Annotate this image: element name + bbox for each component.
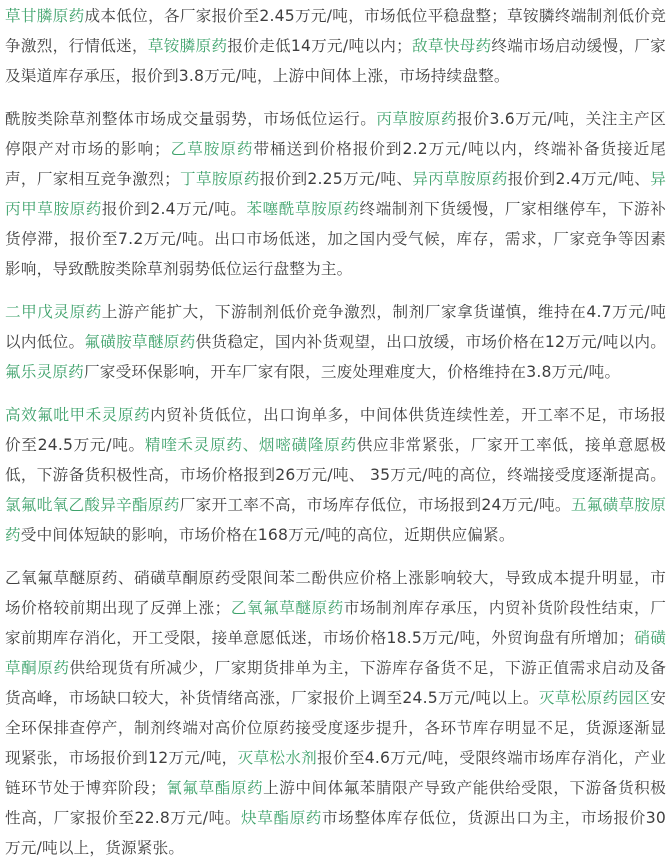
body-text: 报价到2.25万元/吨、 bbox=[259, 170, 413, 188]
product-keyword-link[interactable]: 异丙草胺原药 bbox=[412, 170, 508, 188]
product-keyword-link[interactable]: 乙氧氟草醚原药 bbox=[230, 599, 344, 617]
body-text: 内贸补货低位，出口询单多，中间体供货连续性差，开工率不足，市场报价至24.5万元/吨。 bbox=[5, 406, 666, 454]
body-text: 酰胺类除草剂整体市场成交量弱势，市场低位运行。 bbox=[5, 110, 377, 128]
body-text: 带桶送到价格报价到2.2万元/吨以内，终端补备货接近尾声，厂家相互竞争激烈； bbox=[5, 140, 666, 188]
product-keyword-link[interactable]: 草铵膦原药 bbox=[147, 37, 228, 55]
paragraph-1 bbox=[5, 1, 666, 91]
body-text: 厂家开工率不高，市场库存低位，市场报到24万元/吨。 bbox=[179, 496, 571, 514]
body-text: 市场制剂库存承压，内贸补货阶段性结束，厂家前期库存消化，开工受限，接单意愿低迷，市场价格18.5万元/吨，外贸询盘有所增加； bbox=[5, 599, 666, 647]
body-text: 报价3.6万元/吨，关注主产区停限产对市场的影响； bbox=[5, 110, 666, 158]
body-text: 报价到2.4万元/吨、 bbox=[507, 170, 651, 188]
body-text: 终端市场启动缓慢，厂家及渠道库存承压，报价到3.8万元/吨，上游中间体上涨，市场持续盘整。 bbox=[5, 37, 666, 85]
paragraph-2 bbox=[5, 104, 666, 284]
product-keyword-link[interactable]: 异丙甲草胺原药 bbox=[5, 170, 666, 218]
product-keyword-link[interactable]: 炔草酯原药 bbox=[241, 809, 322, 827]
paragraph-4 bbox=[5, 400, 666, 550]
body-text: 受中间体短缺的影响，市场价格在168万元/吨的高位，近期供应偏紧。 bbox=[20, 526, 515, 544]
product-keyword-link[interactable]: 氟乐灵原药 bbox=[5, 363, 84, 381]
body-text: 供应非常紧张，厂家开工率低，接单意愿极低，下游备货积极性高，市场价格报到26万元/吨、 35万元/吨的高位，终端接受度逐渐提高。 bbox=[5, 436, 666, 484]
body-text: 上游产能扩大，下游制剂低价竞争激烈，制剂厂家拿货谨慎，维持在4.7万元/吨以内低位。 bbox=[5, 303, 666, 351]
paragraph-5 bbox=[5, 563, 666, 863]
body-text: 乙氧氟草醚原药、硝磺草酮原药受限间苯二酚供应价格上涨影响较大，导致成本提升明显，市场价格较前期出现了反弹上涨； bbox=[5, 569, 666, 617]
body-text: 成本低位，各厂家报价至2.45万元/吨，市场低位平稳盘整；草铵膦终端制剂低价竞争激烈，行情低迷， bbox=[5, 7, 666, 55]
product-keyword-link[interactable]: 硝磺草酮原药 bbox=[5, 629, 666, 677]
paragraph-3 bbox=[5, 297, 666, 387]
body-text: 报价到2.4万元/吨。 bbox=[101, 200, 247, 218]
product-keyword-link[interactable]: 氯氟吡氧乙酸异辛酯原药 bbox=[5, 496, 180, 514]
product-keyword-link[interactable]: 灭草松原药园区 bbox=[538, 689, 651, 707]
body-text: 上游中间体氟苯腈限产导致产能供给受限，下游备货积极性高，厂家报价至22.8万元/吨。 bbox=[5, 779, 666, 827]
body-text: 市场整体库存低位，货源出口为主，市场报价30万元/吨以上，货源紧张。 bbox=[5, 809, 666, 857]
product-keyword-link[interactable]: 苯噻酰草胺原药 bbox=[246, 200, 360, 218]
product-keyword-link[interactable]: 丁草胺原药 bbox=[179, 170, 260, 188]
body-text: 厂家受环保影响，开车厂家有限，三废处理难度大，价格维持在3.8万元/吨。 bbox=[83, 363, 621, 381]
product-keyword-link[interactable]: 草甘膦原药 bbox=[5, 7, 85, 25]
body-text: 终端制剂下货缓慢，厂家相继停车，下游补货停滞，报价至7.2万元/吨。出口市场低迷，加之国内受气候，库存，需求，厂家竞争等因素影响，导致酰胺类除草剂弱势低位运行盘整为主。 bbox=[5, 200, 666, 278]
product-keyword-link[interactable]: 二甲戊灵原药 bbox=[5, 303, 102, 321]
product-keyword-link[interactable]: 敌草快母药 bbox=[411, 37, 492, 55]
product-keyword-link[interactable]: 五氟磺草胺原药 bbox=[5, 496, 667, 544]
body-text: 供给现货有所减少，厂家期货排单为主，下游库存备货不足，下游正值需求启动及备货高峰，市场缺口较大，补货情绪高涨，厂家报价上调至24.5万元/吨以上。 bbox=[5, 659, 666, 707]
product-keyword-link[interactable]: 丙草胺原药 bbox=[376, 110, 458, 128]
product-keyword-link[interactable]: 氰氟草酯原药 bbox=[165, 779, 264, 797]
body-text: 报价至4.6万元/吨，受限终端市场库存消化，产业链环节处于博弈阶段； bbox=[5, 749, 666, 797]
product-keyword-link[interactable]: 精喹禾灵原药、烟嘧磺隆原药 bbox=[144, 436, 357, 454]
product-keyword-link[interactable]: 高效氟吡甲禾灵原药 bbox=[5, 406, 151, 424]
body-text: 安全环保排查停产，制剂终端对高价位原药接受度逐步提升，各环节库存明显不足，货源逐渐显现紧张，市场报价到12万元/吨， bbox=[5, 689, 666, 767]
body-text: 供货稳定，国内补货观望，出口放缓，市场价格在12万元/吨以内。 bbox=[195, 333, 666, 351]
product-keyword-link[interactable]: 乙草胺原药 bbox=[169, 140, 254, 158]
product-keyword-link[interactable]: 氟磺胺草醚原药 bbox=[84, 333, 196, 351]
body-text: 报价走低14万元/吨以内； bbox=[227, 37, 412, 55]
product-keyword-link[interactable]: 灭草松水剂 bbox=[237, 749, 318, 767]
